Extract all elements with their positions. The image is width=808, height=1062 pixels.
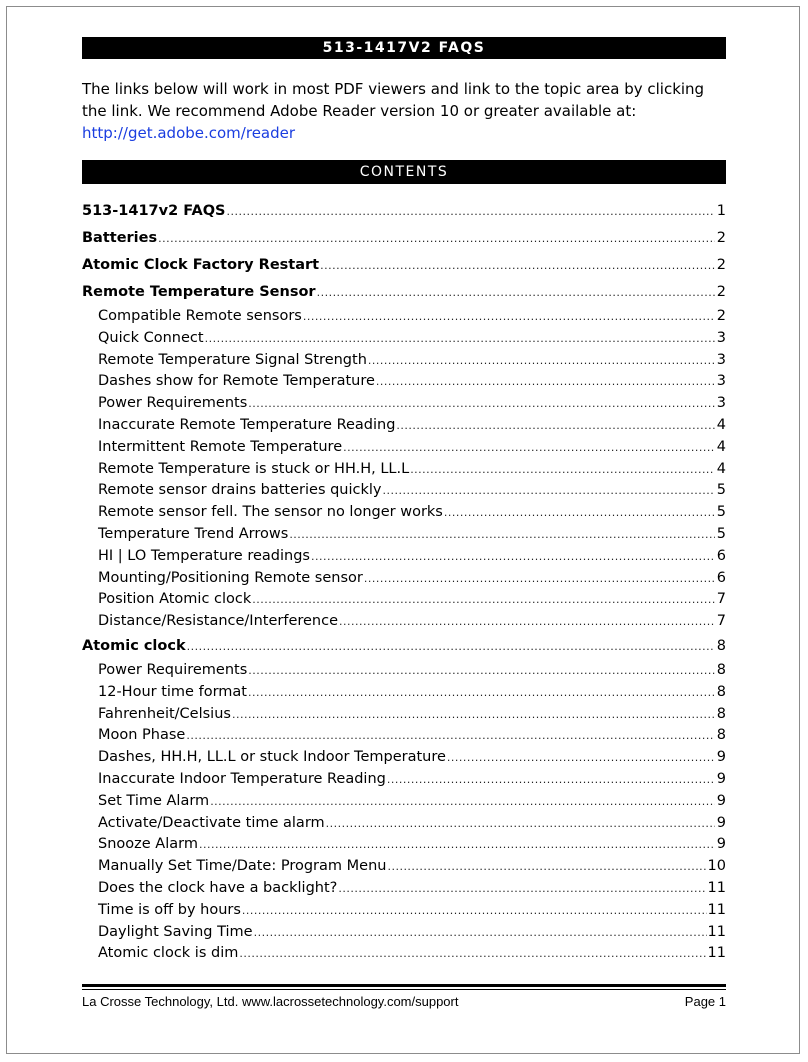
toc-item-page: 11 bbox=[707, 901, 726, 918]
toc-item-label: 12-Hour time format bbox=[98, 683, 247, 700]
toc-dot-leader bbox=[248, 682, 715, 704]
toc-item-label: Remote Temperature Signal Strength bbox=[98, 351, 367, 368]
toc-item-label: Does the clock have a backlight? bbox=[98, 879, 338, 896]
intro-paragraph bbox=[82, 78, 726, 144]
toc-item-label: Daylight Saving Time bbox=[98, 923, 253, 940]
toc-dot-leader bbox=[226, 198, 715, 225]
toc-item-page: 8 bbox=[716, 683, 726, 700]
footer-rule-thick bbox=[82, 984, 726, 987]
toc-item-page: 1 bbox=[716, 203, 726, 219]
toc-item-label: Inaccurate Indoor Temperature Reading bbox=[98, 770, 386, 787]
toc-dot-leader bbox=[248, 393, 715, 415]
toc-subsection-link[interactable] bbox=[82, 813, 726, 835]
table-of-contents bbox=[82, 198, 726, 965]
toc-subsection-link[interactable] bbox=[82, 350, 726, 372]
toc-item-page: 2 bbox=[716, 284, 726, 300]
page-title: 513-1417V2 FAQS bbox=[82, 37, 726, 59]
toc-item-page: 11 bbox=[707, 923, 726, 940]
toc-dot-leader bbox=[186, 725, 715, 747]
toc-dot-leader bbox=[444, 502, 715, 524]
toc-item-label: Manually Set Time/Date: Program Menu bbox=[98, 858, 387, 875]
toc-dot-leader bbox=[383, 480, 715, 502]
toc-item-page: 4 bbox=[716, 416, 726, 433]
toc-subsection-link[interactable] bbox=[82, 769, 726, 791]
footer-rule-thin bbox=[82, 989, 726, 990]
toc-item-page: 6 bbox=[716, 547, 726, 564]
toc-subsection-link[interactable] bbox=[82, 589, 726, 611]
toc-item-label: HI | LO Temperature readings bbox=[98, 547, 310, 564]
toc-section-link[interactable] bbox=[82, 633, 726, 660]
toc-item-page: 3 bbox=[716, 351, 726, 368]
toc-item-label: Remote Temperature Sensor bbox=[82, 284, 316, 300]
toc-dot-leader bbox=[289, 524, 715, 546]
toc-subsection-link[interactable] bbox=[82, 878, 726, 900]
toc-item-label: Atomic clock bbox=[82, 637, 186, 654]
toc-item-page: 7 bbox=[716, 613, 726, 630]
toc-item-label: Quick Connect bbox=[98, 329, 204, 346]
toc-subsection-link[interactable] bbox=[82, 611, 726, 633]
toc-dot-leader bbox=[239, 943, 706, 965]
toc-subsection-link[interactable] bbox=[82, 393, 726, 415]
toc-subsection-link[interactable] bbox=[82, 371, 726, 393]
toc-dot-leader bbox=[248, 660, 715, 682]
toc-section-link[interactable] bbox=[82, 225, 726, 252]
toc-item-page: 10 bbox=[707, 858, 726, 875]
toc-item-page: 9 bbox=[716, 749, 726, 766]
footer bbox=[82, 994, 726, 1009]
toc-dot-leader bbox=[210, 791, 715, 813]
toc-item-label: Set Time Alarm bbox=[98, 792, 210, 809]
toc-dot-leader bbox=[447, 747, 715, 769]
toc-dot-leader bbox=[303, 306, 715, 328]
toc-item-page: 8 bbox=[716, 661, 726, 678]
toc-subsection-link[interactable] bbox=[82, 502, 726, 524]
toc-subsection-link[interactable] bbox=[82, 459, 726, 481]
toc-item-label: Snooze Alarm bbox=[98, 836, 198, 853]
toc-dot-leader bbox=[311, 546, 715, 568]
toc-subsection-link[interactable] bbox=[82, 791, 726, 813]
toc-item-label: Position Atomic clock bbox=[98, 591, 252, 608]
toc-subsection-link[interactable] bbox=[82, 415, 726, 437]
toc-dot-leader bbox=[320, 252, 715, 279]
toc-subsection-link[interactable] bbox=[82, 480, 726, 502]
toc-dot-leader bbox=[343, 437, 715, 459]
toc-item-page: 9 bbox=[716, 770, 726, 787]
toc-item-page: 5 bbox=[716, 482, 726, 499]
toc-item-label: Remote sensor drains batteries quickly bbox=[98, 482, 382, 499]
toc-item-page: 11 bbox=[707, 945, 726, 962]
toc-item-label: Power Requirements bbox=[98, 661, 248, 678]
toc-subsection-link[interactable] bbox=[82, 328, 726, 350]
adobe-reader-link[interactable]: http://get.adobe.com/reader bbox=[82, 124, 296, 142]
toc-item-page: 2 bbox=[716, 257, 726, 273]
toc-item-label: Moon Phase bbox=[98, 727, 186, 744]
toc-item-label: Activate/Deactivate time alarm bbox=[98, 814, 325, 831]
toc-item-page: 5 bbox=[716, 525, 726, 542]
toc-dot-leader bbox=[199, 834, 715, 856]
toc-dot-leader bbox=[187, 633, 715, 660]
toc-dot-leader bbox=[232, 704, 715, 726]
toc-dot-leader bbox=[339, 611, 715, 633]
toc-item-page: 9 bbox=[716, 814, 726, 831]
toc-subsection-link[interactable] bbox=[82, 546, 726, 568]
toc-subsection-link[interactable] bbox=[82, 306, 726, 328]
toc-subsection-link[interactable] bbox=[82, 922, 726, 944]
toc-item-page: 8 bbox=[716, 705, 726, 722]
toc-dot-leader bbox=[368, 350, 715, 372]
toc-subsection-link[interactable] bbox=[82, 682, 726, 704]
toc-item-page: 11 bbox=[707, 879, 726, 896]
contents-heading: CONTENTS bbox=[82, 160, 726, 184]
toc-item-label: Fahrenheit/Celsius bbox=[98, 705, 231, 722]
toc-dot-leader bbox=[205, 328, 715, 350]
toc-item-label: Remote sensor fell. The sensor no longer works bbox=[98, 504, 443, 521]
toc-item-page: 2 bbox=[716, 230, 726, 246]
toc-section-link[interactable] bbox=[82, 279, 726, 306]
toc-item-label: Temperature Trend Arrows bbox=[98, 525, 289, 542]
toc-subsection-link[interactable] bbox=[82, 437, 726, 459]
toc-section-link[interactable] bbox=[82, 252, 726, 279]
intro-text: The links below will work in most PDF viewers and link to the topic area by clicking the link. We recommend Adobe Reader version 10 or greater available at: bbox=[82, 80, 705, 120]
toc-item-page: 3 bbox=[716, 395, 726, 412]
toc-item-label: Distance/Resistance/Interference bbox=[98, 613, 339, 630]
toc-subsection-link[interactable] bbox=[82, 524, 726, 546]
toc-subsection-link[interactable] bbox=[82, 856, 726, 878]
toc-item-page: 8 bbox=[716, 727, 726, 744]
toc-item-page: 3 bbox=[716, 329, 726, 346]
toc-item-page: 8 bbox=[716, 637, 726, 654]
toc-item-page: 9 bbox=[716, 792, 726, 809]
footer-page-number: Page 1 bbox=[684, 994, 726, 1009]
toc-item-page: 3 bbox=[716, 373, 726, 390]
toc-dot-leader bbox=[158, 225, 715, 252]
toc-item-label: Inaccurate Remote Temperature Reading bbox=[98, 416, 396, 433]
toc-item-label: Compatible Remote sensors bbox=[98, 308, 302, 324]
footer-company: La Crosse Technology, Ltd. www.lacrossetechnology.com/support bbox=[82, 994, 459, 1009]
toc-item-label: Power Requirements bbox=[98, 395, 248, 412]
toc-dot-leader bbox=[254, 922, 707, 944]
toc-subsection-link[interactable] bbox=[82, 660, 726, 682]
toc-item-page: 9 bbox=[716, 836, 726, 853]
toc-dot-leader bbox=[387, 856, 706, 878]
toc-item-label: Intermittent Remote Temperature bbox=[98, 438, 343, 455]
toc-dot-leader bbox=[242, 900, 707, 922]
toc-item-label: Atomic clock is dim bbox=[98, 945, 239, 962]
toc-item-page: 2 bbox=[716, 308, 726, 324]
toc-dot-leader bbox=[252, 589, 715, 611]
toc-dot-leader bbox=[338, 878, 706, 900]
toc-subsection-link[interactable] bbox=[82, 834, 726, 856]
toc-subsection-link[interactable] bbox=[82, 568, 726, 590]
toc-item-label: Atomic Clock Factory Restart bbox=[82, 257, 320, 273]
toc-dot-leader bbox=[376, 371, 715, 393]
toc-item-label: Mounting/Positioning Remote sensor bbox=[98, 569, 363, 586]
toc-item-label: Remote Temperature is stuck or HH.H, LL.L bbox=[98, 460, 410, 477]
toc-subsection-link[interactable] bbox=[82, 725, 726, 747]
toc-subsection-link[interactable] bbox=[82, 747, 726, 769]
toc-subsection-link[interactable] bbox=[82, 943, 726, 965]
toc-item-label: Dashes show for Remote Temperature bbox=[98, 373, 375, 390]
toc-dot-leader bbox=[364, 568, 715, 590]
toc-item-page: 4 bbox=[716, 438, 726, 455]
toc-dot-leader bbox=[396, 415, 715, 437]
toc-item-page: 7 bbox=[716, 591, 726, 608]
toc-subsection-link[interactable] bbox=[82, 704, 726, 726]
toc-item-label: Time is off by hours bbox=[98, 901, 241, 918]
toc-dot-leader bbox=[410, 459, 715, 481]
toc-item-page: 4 bbox=[716, 460, 726, 477]
toc-dot-leader bbox=[326, 813, 715, 835]
toc-subsection-link[interactable] bbox=[82, 900, 726, 922]
toc-item-label: Dashes, HH.H, LL.L or stuck Indoor Temperature bbox=[98, 749, 446, 766]
toc-section-link[interactable] bbox=[82, 198, 726, 225]
toc-item-label: Batteries bbox=[82, 230, 158, 246]
toc-item-page: 5 bbox=[716, 504, 726, 521]
toc-item-label: 513-1417v2 FAQS bbox=[82, 203, 226, 219]
toc-dot-leader bbox=[317, 279, 715, 306]
toc-item-page: 6 bbox=[716, 569, 726, 586]
toc-dot-leader bbox=[387, 769, 715, 791]
